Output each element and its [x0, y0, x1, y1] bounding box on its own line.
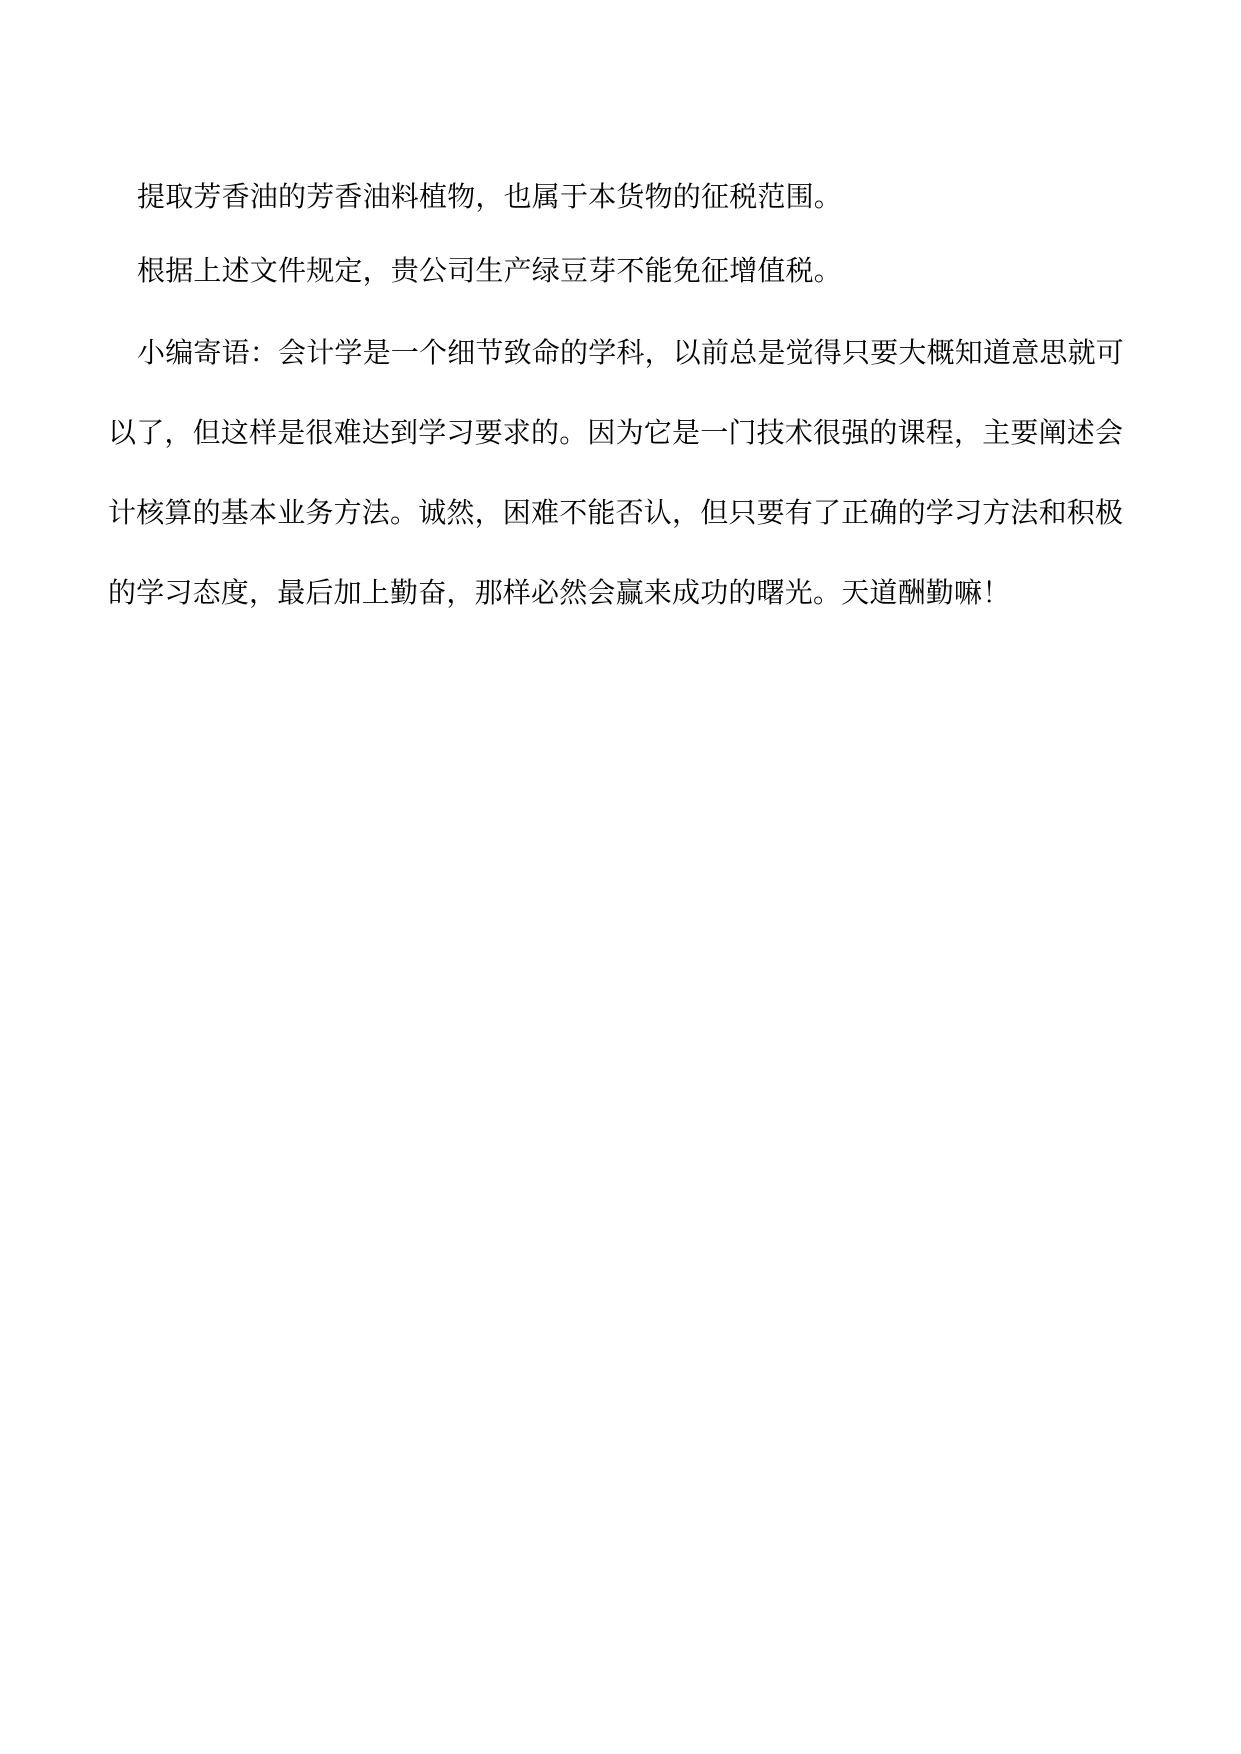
document-body — [108, 165, 1138, 633]
paragraph-aromatic-oil: 提取芳香油的芳香油料植物，也属于本货物的征税范围。 — [137, 180, 843, 213]
paragraph-editor-note: 小编寄语：会计学是一个细节致命的学科，以前总是觉得只要大概知道意思就可以了，但这样是很难达到学习要求的。因为它是一门技术很强的课程，主要阐述会计核算的基本业务方法。诚然，困难不能否认，但只要有了正确的学习方法和积极的学习态度，最后加上勤奋，那样必然会赢来成功的曙光。天道酬勤嘛！ — [108, 336, 1125, 609]
paragraph-conclusion: 根据上述文件规定，贵公司生产绿豆芽不能免征增值税。 — [137, 254, 843, 287]
